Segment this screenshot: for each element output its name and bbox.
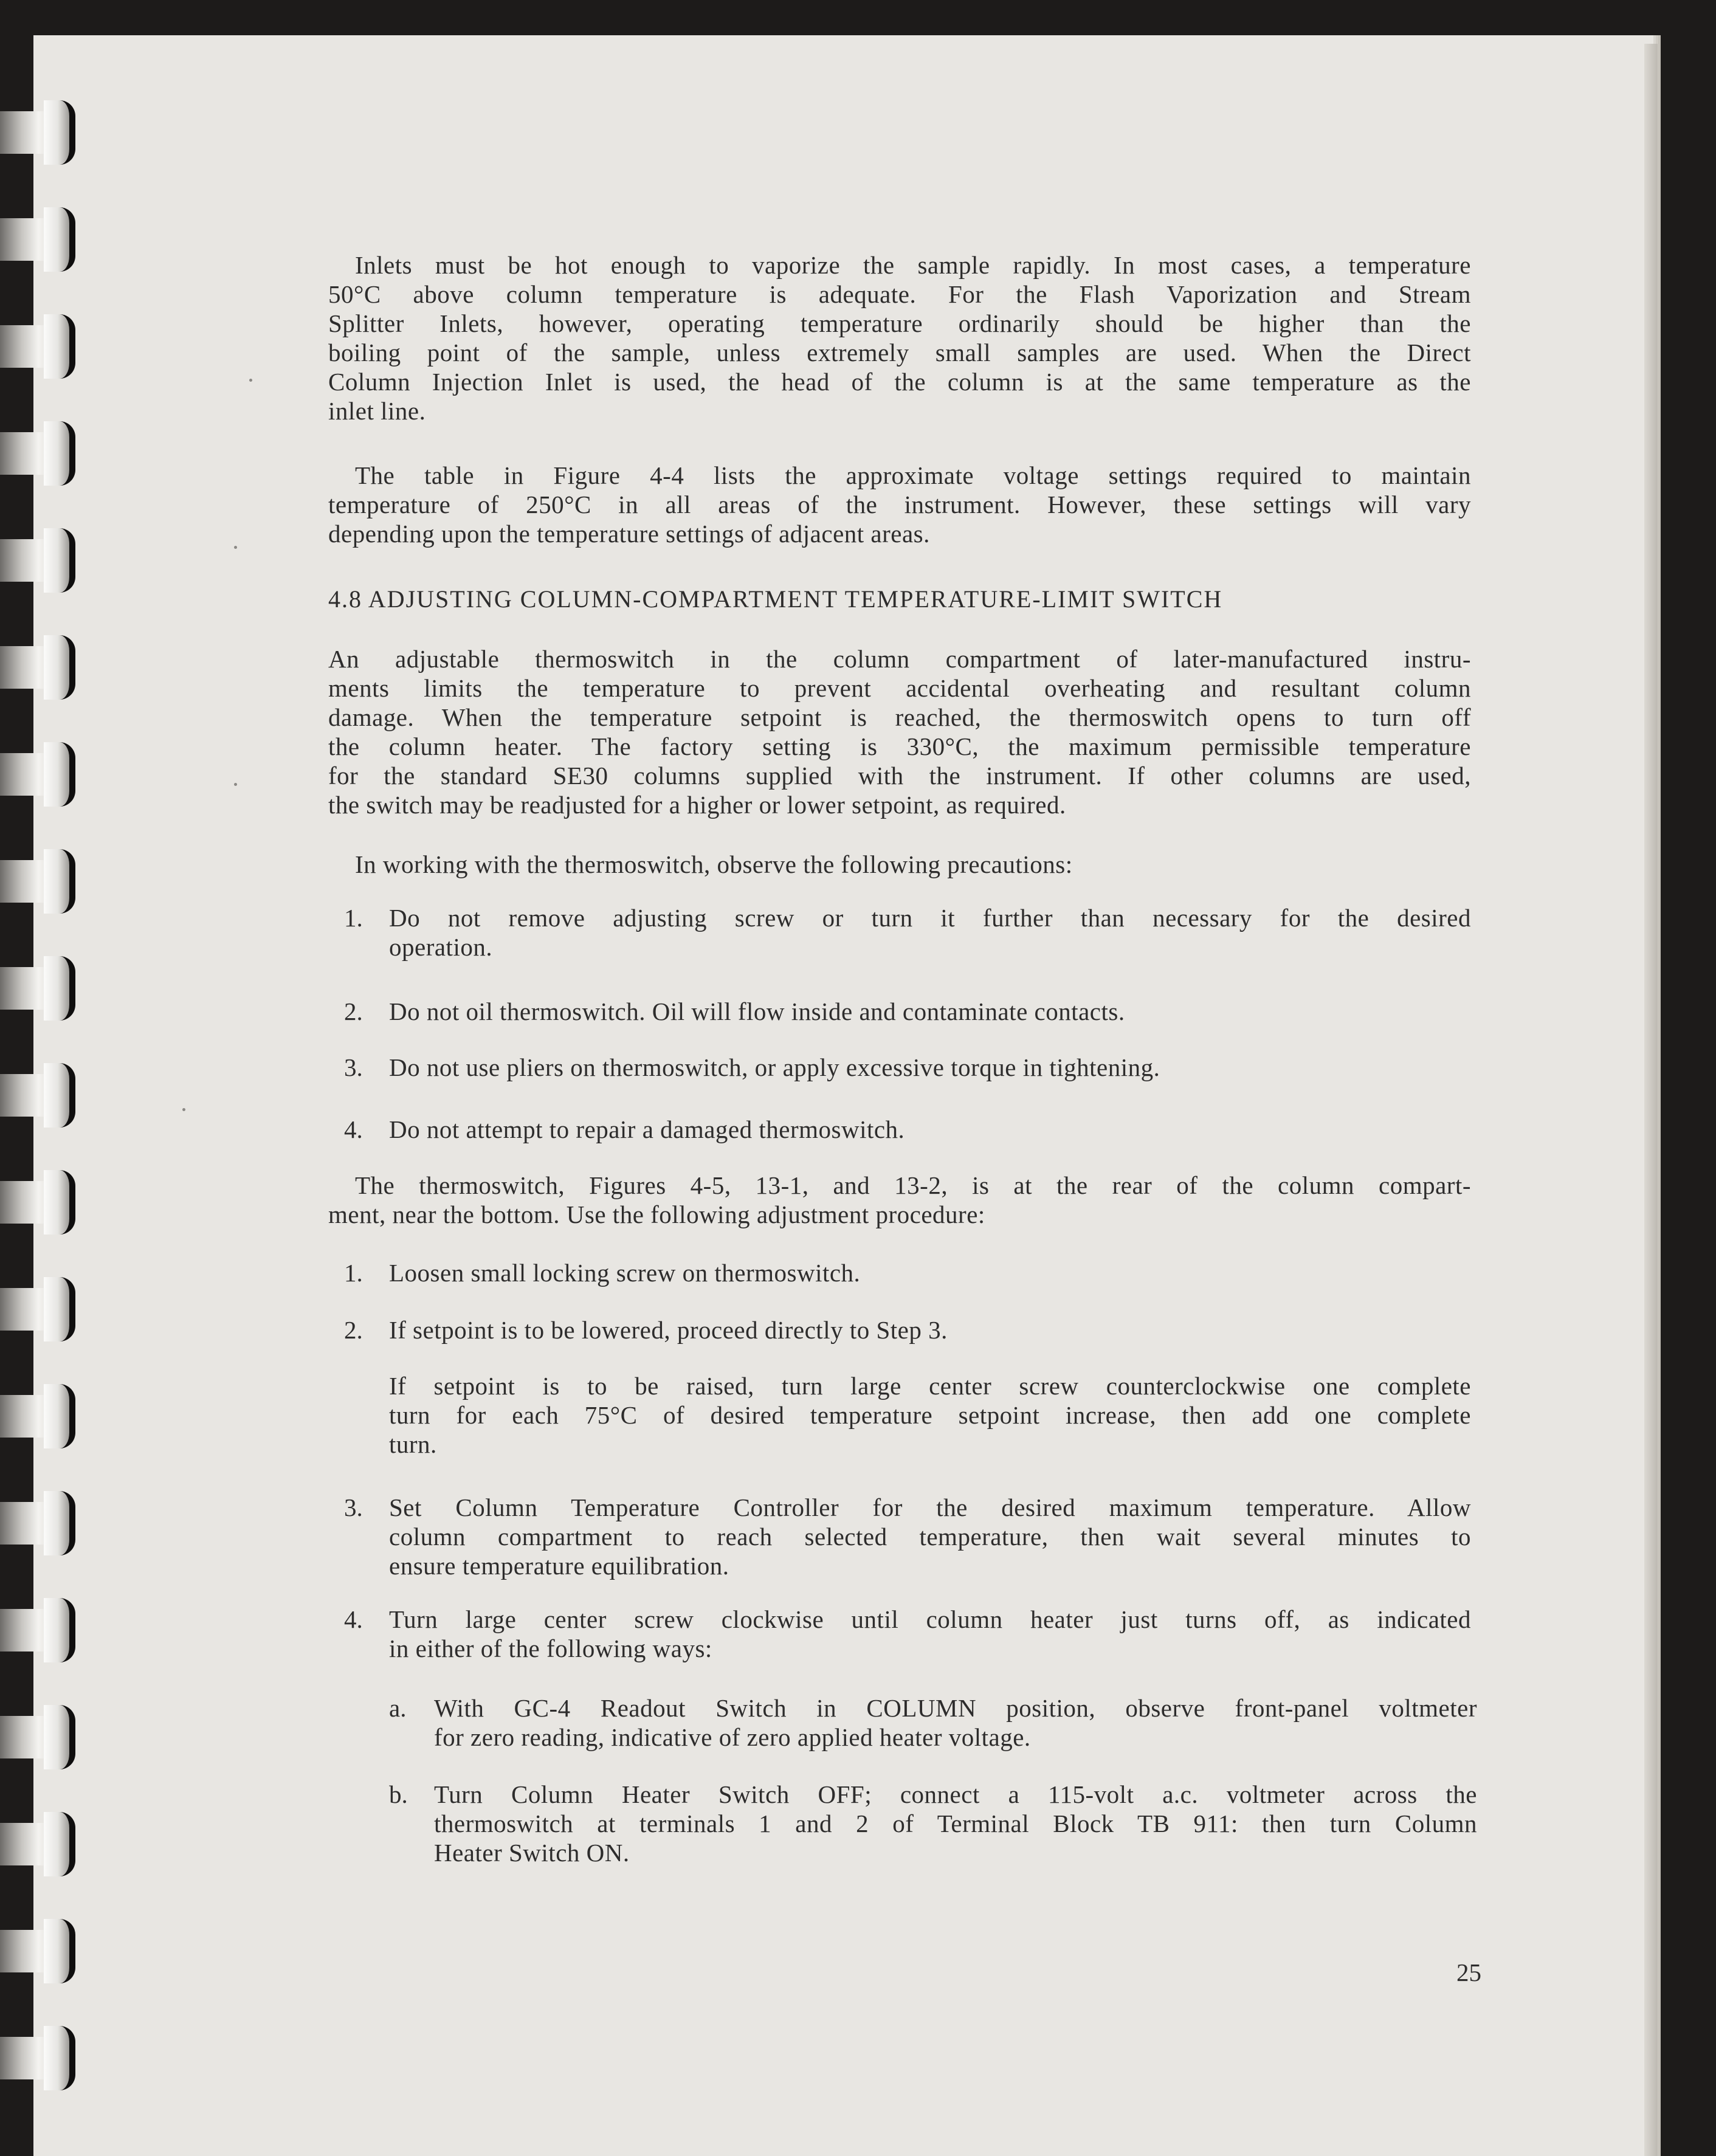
step-item xyxy=(389,1258,1471,1287)
substep-letter: b. xyxy=(389,1780,408,1808)
text-line: boiling point of the sample, unless extremely small samples are used. When the Direct xyxy=(328,339,1471,367)
list-item xyxy=(389,903,1471,962)
text-line: turn. xyxy=(389,1430,437,1458)
step-number: 4. xyxy=(344,1605,363,1633)
text-line: In working with the thermoswitch, observe the following precautions: xyxy=(355,850,1073,878)
list-item xyxy=(389,997,1471,1026)
binding-ring-loop xyxy=(44,1812,75,1876)
binding-ring-loop xyxy=(44,2026,75,2090)
list-number: 3. xyxy=(344,1053,363,1081)
substep-item xyxy=(434,1693,1477,1752)
binding-ring-loop xyxy=(44,1598,75,1662)
page-speck xyxy=(234,546,237,549)
text-line: ensure temperature equilibration. xyxy=(389,1552,729,1580)
binding-ring-loop xyxy=(44,1919,75,1983)
binding-ring-loop xyxy=(44,1491,75,1555)
spiral-binding xyxy=(0,0,97,2156)
text-line: Do not use pliers on thermoswitch, or apply excessive torque in tightening. xyxy=(389,1053,1160,1081)
binding-ring xyxy=(0,1170,79,1235)
binding-ring-loop xyxy=(44,1277,75,1341)
binding-ring-loop xyxy=(44,100,75,165)
binding-ring xyxy=(0,956,79,1021)
list-number: 2. xyxy=(344,997,363,1025)
text-line: turn for each 75°C of desired temperature setpoint increase, then add one complete xyxy=(389,1401,1471,1429)
text-line: for zero reading, indicative of zero applied heater voltage. xyxy=(434,1723,1031,1751)
text-line: ments limits the temperature to prevent accidental overheating and resultant column xyxy=(328,674,1471,702)
binding-ring xyxy=(0,528,79,593)
page-speck xyxy=(182,1108,185,1111)
text-line: Do not attempt to repair a damaged thermoswitch. xyxy=(389,1115,905,1143)
text-line: depending upon the temperature settings of adjacent areas. xyxy=(328,520,930,548)
binding-ring-loop xyxy=(44,956,75,1021)
section-heading: 4.8 ADJUSTING COLUMN-COMPARTMENT TEMPERATURE-LIMIT SWITCH xyxy=(328,585,1223,613)
step-item xyxy=(389,1315,1471,1345)
list-item xyxy=(389,1115,1471,1144)
substep-letter: a. xyxy=(389,1694,407,1722)
page-speck xyxy=(249,379,252,382)
binding-ring xyxy=(0,1063,79,1128)
text-line: Do not remove adjusting screw or turn it further than necessary for the desired xyxy=(389,904,1471,932)
text-line: An adjustable thermoswitch in the column compartment of later-manufactured instru- xyxy=(328,645,1471,673)
text-line: thermoswitch at terminals 1 and 2 of Terminal Block TB 911: then turn Column xyxy=(434,1810,1477,1837)
binding-ring xyxy=(0,1277,79,1341)
text-line: ment, near the bottom. Use the following adjustment procedure: xyxy=(328,1200,985,1228)
text-line: Do not oil thermoswitch. Oil will flow inside and contaminate contacts. xyxy=(389,997,1125,1025)
text-line: for the standard SE30 columns supplied with the instrument. If other columns are used, xyxy=(328,762,1471,790)
page-speck xyxy=(234,783,237,786)
text-line: 50°C above column temperature is adequate. For the Flash Vaporization and Stream xyxy=(328,280,1471,308)
text-line: Turn large center screw clockwise until column heater just turns off, as indicated xyxy=(389,1605,1471,1633)
binding-ring-loop xyxy=(44,528,75,593)
text-line: With GC-4 Readout Switch in COLUMN position, observe front-panel voltmeter xyxy=(434,1694,1477,1722)
paragraph-procedure-intro xyxy=(328,1171,1471,1229)
text-line: Column Injection Inlet is used, the head of the column is at the same temperature as the xyxy=(328,368,1471,396)
binding-ring xyxy=(0,742,79,807)
binding-ring-loop xyxy=(44,1384,75,1448)
text-line: Set Column Temperature Controller for the desired maximum temperature. Allow xyxy=(389,1493,1471,1521)
binding-ring-loop xyxy=(44,314,75,379)
binding-ring xyxy=(0,314,79,379)
text-line: column compartment to reach selected temperature, then wait several minutes to xyxy=(389,1523,1471,1551)
page-stack-edge xyxy=(1644,44,1658,2156)
list-number: 1. xyxy=(344,904,363,932)
binding-ring-loop xyxy=(44,421,75,486)
binding-ring xyxy=(0,207,79,272)
binding-ring-loop xyxy=(44,1063,75,1128)
binding-ring xyxy=(0,1812,79,1876)
binding-ring xyxy=(0,100,79,165)
text-line: Loosen small locking screw on thermoswitch. xyxy=(389,1259,861,1287)
text-line: the column heater. The factory setting is 330°C, the maximum permissible temperature xyxy=(328,732,1471,760)
step-item xyxy=(389,1493,1471,1580)
step-number: 3. xyxy=(344,1493,363,1521)
text-line: If setpoint is to be raised, turn large center screw counterclockwise one complete xyxy=(389,1372,1471,1400)
substep-item xyxy=(434,1780,1477,1867)
binding-ring xyxy=(0,1919,79,1983)
binding-ring-loop xyxy=(44,849,75,914)
text-line: inlet line. xyxy=(328,397,426,425)
text-line: If setpoint is to be lowered, proceed directly to Step 3. xyxy=(389,1316,948,1344)
step-item-continuation xyxy=(389,1371,1471,1459)
binding-ring-loop xyxy=(44,1170,75,1235)
paragraph-precautions-intro xyxy=(328,850,1471,879)
binding-ring xyxy=(0,1705,79,1769)
binding-ring-loop xyxy=(44,635,75,700)
text-line: in either of the following ways: xyxy=(389,1634,712,1662)
step-number: 2. xyxy=(344,1316,363,1344)
text-line: damage. When the temperature setpoint is reached, the thermoswitch opens to turn off xyxy=(328,703,1471,731)
text-line: Splitter Inlets, however, operating temperature ordinarily should be higher than the xyxy=(328,309,1471,337)
step-number: 1. xyxy=(344,1259,363,1287)
text-line: Heater Switch ON. xyxy=(434,1839,630,1867)
binding-ring-loop xyxy=(44,1705,75,1769)
text-line: Turn Column Heater Switch OFF; connect a 115-volt a.c. voltmeter across the xyxy=(434,1780,1477,1808)
binding-ring xyxy=(0,1491,79,1555)
binding-ring xyxy=(0,635,79,700)
binding-ring-loop xyxy=(44,742,75,807)
binding-ring xyxy=(0,2026,79,2090)
paragraph-inlets xyxy=(328,250,1471,425)
paragraph-thermoswitch xyxy=(328,644,1471,819)
binding-ring-loop xyxy=(44,207,75,272)
binding-ring xyxy=(0,1598,79,1662)
binding-ring xyxy=(0,849,79,914)
text-line: The thermoswitch, Figures 4-5, 13-1, and 13-2, is at the rear of the column compart- xyxy=(355,1171,1471,1199)
text-line: temperature of 250°C in all areas of the instrument. However, these settings will vary xyxy=(328,491,1471,518)
list-item xyxy=(389,1053,1471,1082)
paragraph-voltage-table xyxy=(328,461,1471,548)
text-line: operation. xyxy=(389,933,493,961)
page-number: 25 xyxy=(1456,1958,1481,1986)
binding-ring xyxy=(0,421,79,486)
step-item xyxy=(389,1605,1471,1663)
binding-ring xyxy=(0,1384,79,1448)
text-line: The table in Figure 4-4 lists the approximate voltage settings required to maintain xyxy=(355,461,1471,489)
text-line: the switch may be readjusted for a higher or lower setpoint, as required. xyxy=(328,791,1066,819)
text-line: Inlets must be hot enough to vaporize the sample rapidly. In most cases, a temperature xyxy=(355,251,1471,279)
list-number: 4. xyxy=(344,1115,363,1143)
